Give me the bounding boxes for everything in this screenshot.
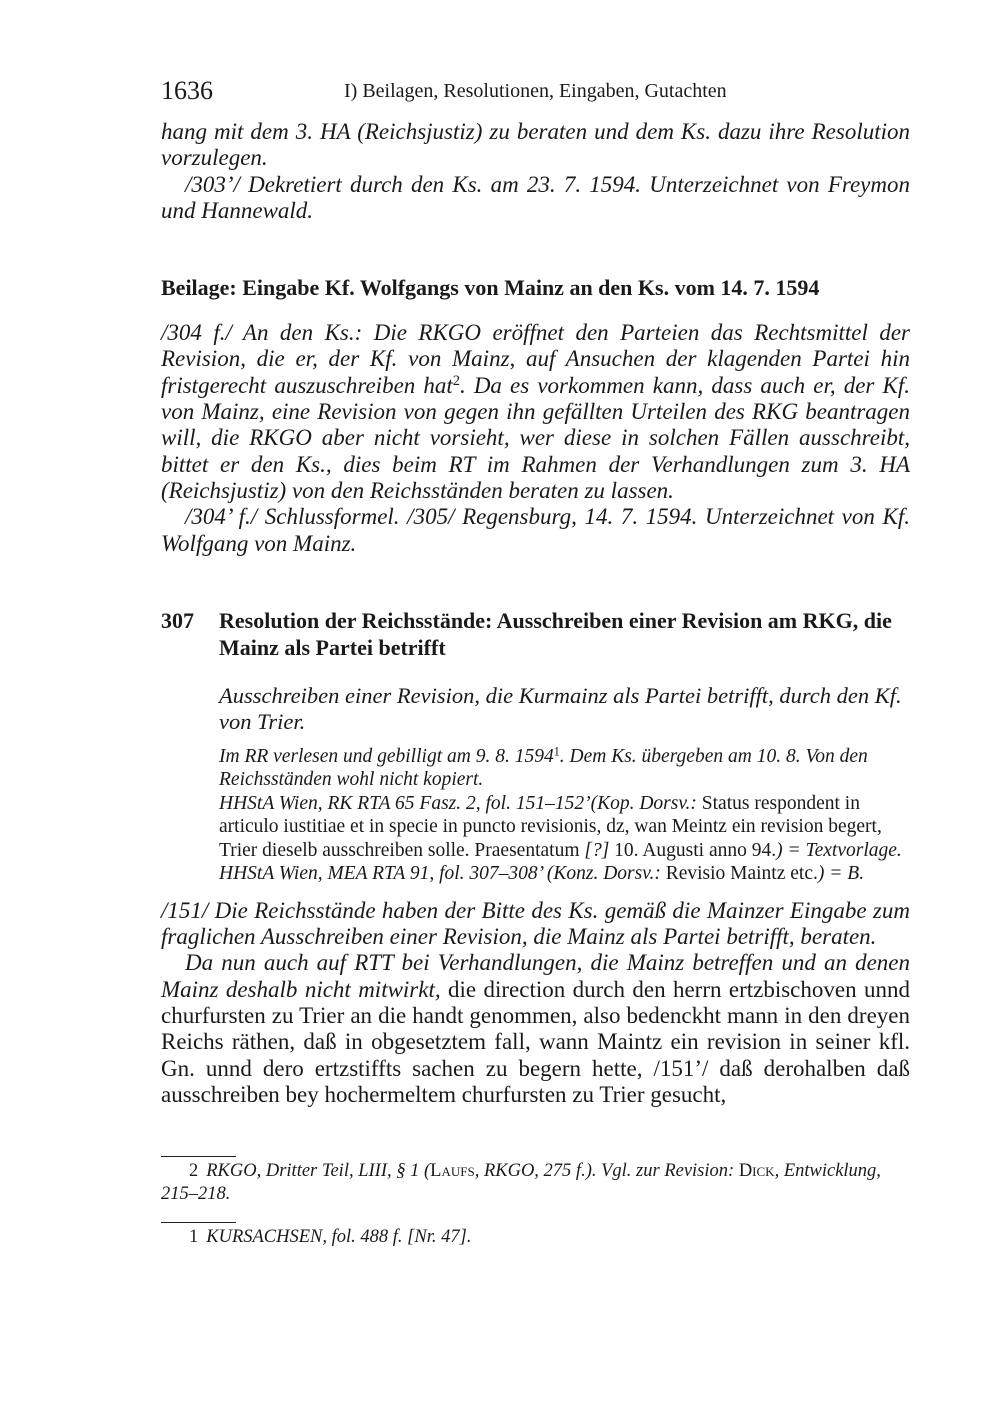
reading-note: Im RR verlesen und gebilligt am 9. 8. 1594$^1$. Dem Ks. übergeben am 10. 8. Von den Reichsständen wohl nicht kopiert.: [219, 744, 868, 791]
resolution-quote-run: die direction durch den herrn ertzbischoven unnd churfursten zu Trier an die handt genommen, also bedenckht mann in den dreyen Reichs räthen, daß in obgesetztem fall, wann Maintz ein revision in seiner kfl. Gn. unnd dero ertzstiffts sachen zu begern hette, /151’/ daß derohalben daß ausschreiben bey hochermeltem churfursten zu Trier gesucht,: [161, 976, 910, 1107]
section-heading: [161, 607, 910, 661]
footnote-2: 2 RKGO, Dritter Teil, LIII, § 1 (Laufs, RKGO, 275 f.). Vgl. zur Revision: Dick, Entwicklung, 215–218.: [161, 1161, 881, 1204]
source-apparatus: [219, 745, 910, 886]
page-number: 1636: [161, 76, 213, 105]
footnote-1: 1 KURSACHSEN, fol. 488 f. [Nr. 47].: [189, 1227, 472, 1247]
footnote-ref-1[interactable]: 1: [553, 744, 560, 759]
beilage-heading: Beilage: Eingabe Kf. Wolfgangs von Mainz an den Ks. vom 14. 7. 1594: [161, 275, 820, 301]
section-number: 307: [161, 607, 194, 633]
footnote-rule: [161, 1156, 236, 1157]
section-title: Resolution der Reichsstände: Ausschreiben einer Revision am RKG, die Mainz als Partei betrifft: [219, 607, 892, 660]
footnote-mark-2: 2: [189, 1161, 199, 1181]
page-body: [161, 76, 910, 1108]
footnote-mark-1: 1: [189, 1227, 199, 1247]
footnote-rule: [161, 1222, 236, 1223]
footnote-ref-2[interactable]: 2: [452, 372, 460, 389]
footnote-block-1: [161, 1222, 910, 1249]
section-regest: Ausschreiben einer Revision, die Kurmainz als Partei betrifft, durch den Kf. von Trier.: [219, 682, 902, 734]
intro-paragraph: hang mit dem 3. HA (Reichsjustiz) zu beraten und dem Ks. dazu ihre Resolution vorzulegen.: [161, 119, 910, 171]
archive-note: HHStA Wien, RK RTA 65 Fasz. 2, fol. 151–152’(Kop. Dorsv.: Status respondent in articulo iustitiae et in specie in puncto revisionis, dz, wan Meintz ein revision begert, Trier dieselb ausschreiben solle. Praesentatum [?] 10. Augusti anno 94.) = Textvorlage. HHStA Wien, MEA RTA 91, fol. 307–308’ (Konz. Dorsv.: Revisio Maintz etc.) = B.: [219, 792, 902, 885]
resolution-paragraph-2: [161, 950, 910, 1108]
intro-decree-note: /303’/ Dekretiert durch den Ks. am 23. 7. 1594. Unterzeichnet von Freymon und Hannewald.: [161, 171, 910, 223]
beilage-text-a: /304 f./ An den Ks.: Die RKGO eröffnet den Parteien das Rechtsmittel der Revision, die er, der Kf. von Mainz, auf Ansuchen der klagenden Partei hin fristgerecht auszuschreiben hat: [161, 320, 910, 398]
resolution-italic-run: Da nun auch auf RTT bei Verhandlungen, die Mainz betreffen und an denen Mainz deshalb nicht mitwirkt,: [161, 950, 910, 1002]
beilage-paragraph: [161, 320, 910, 504]
beilage-text-b: . Da es vorkommen kann, dass auch er, der Kf. von Mainz, eine Revision von gegen ihn gefällten Urteilen des RKG beantragen will, die RKGO aber nicht vorsieht, wer diese in solchen Fällen ausschreibt, bittet er den Ks., dies beim RT im Rahmen der Verhandlungen zum 3. HA (Reichsjustiz) von den Reichsständen beraten zu lassen.: [161, 372, 910, 503]
running-header: [161, 76, 910, 110]
beilage-closing: /304’ f./ Schlussformel. /305/ Regensburg, 14. 7. 1594. Unterzeichnet von Kf. Wolfgang von Mainz.: [161, 504, 910, 556]
running-title: I) Beilagen, Resolutionen, Eingaben, Gutachten: [344, 80, 727, 102]
resolution-paragraph-1: /151/ Die Reichsstände haben der Bitte des Ks. gemäß die Mainzer Eingabe zum fraglichen Ausschreiben einer Revision, die Mainz als Partei betrifft, beraten.: [161, 897, 910, 950]
footnote-block-2: [161, 1156, 910, 1206]
